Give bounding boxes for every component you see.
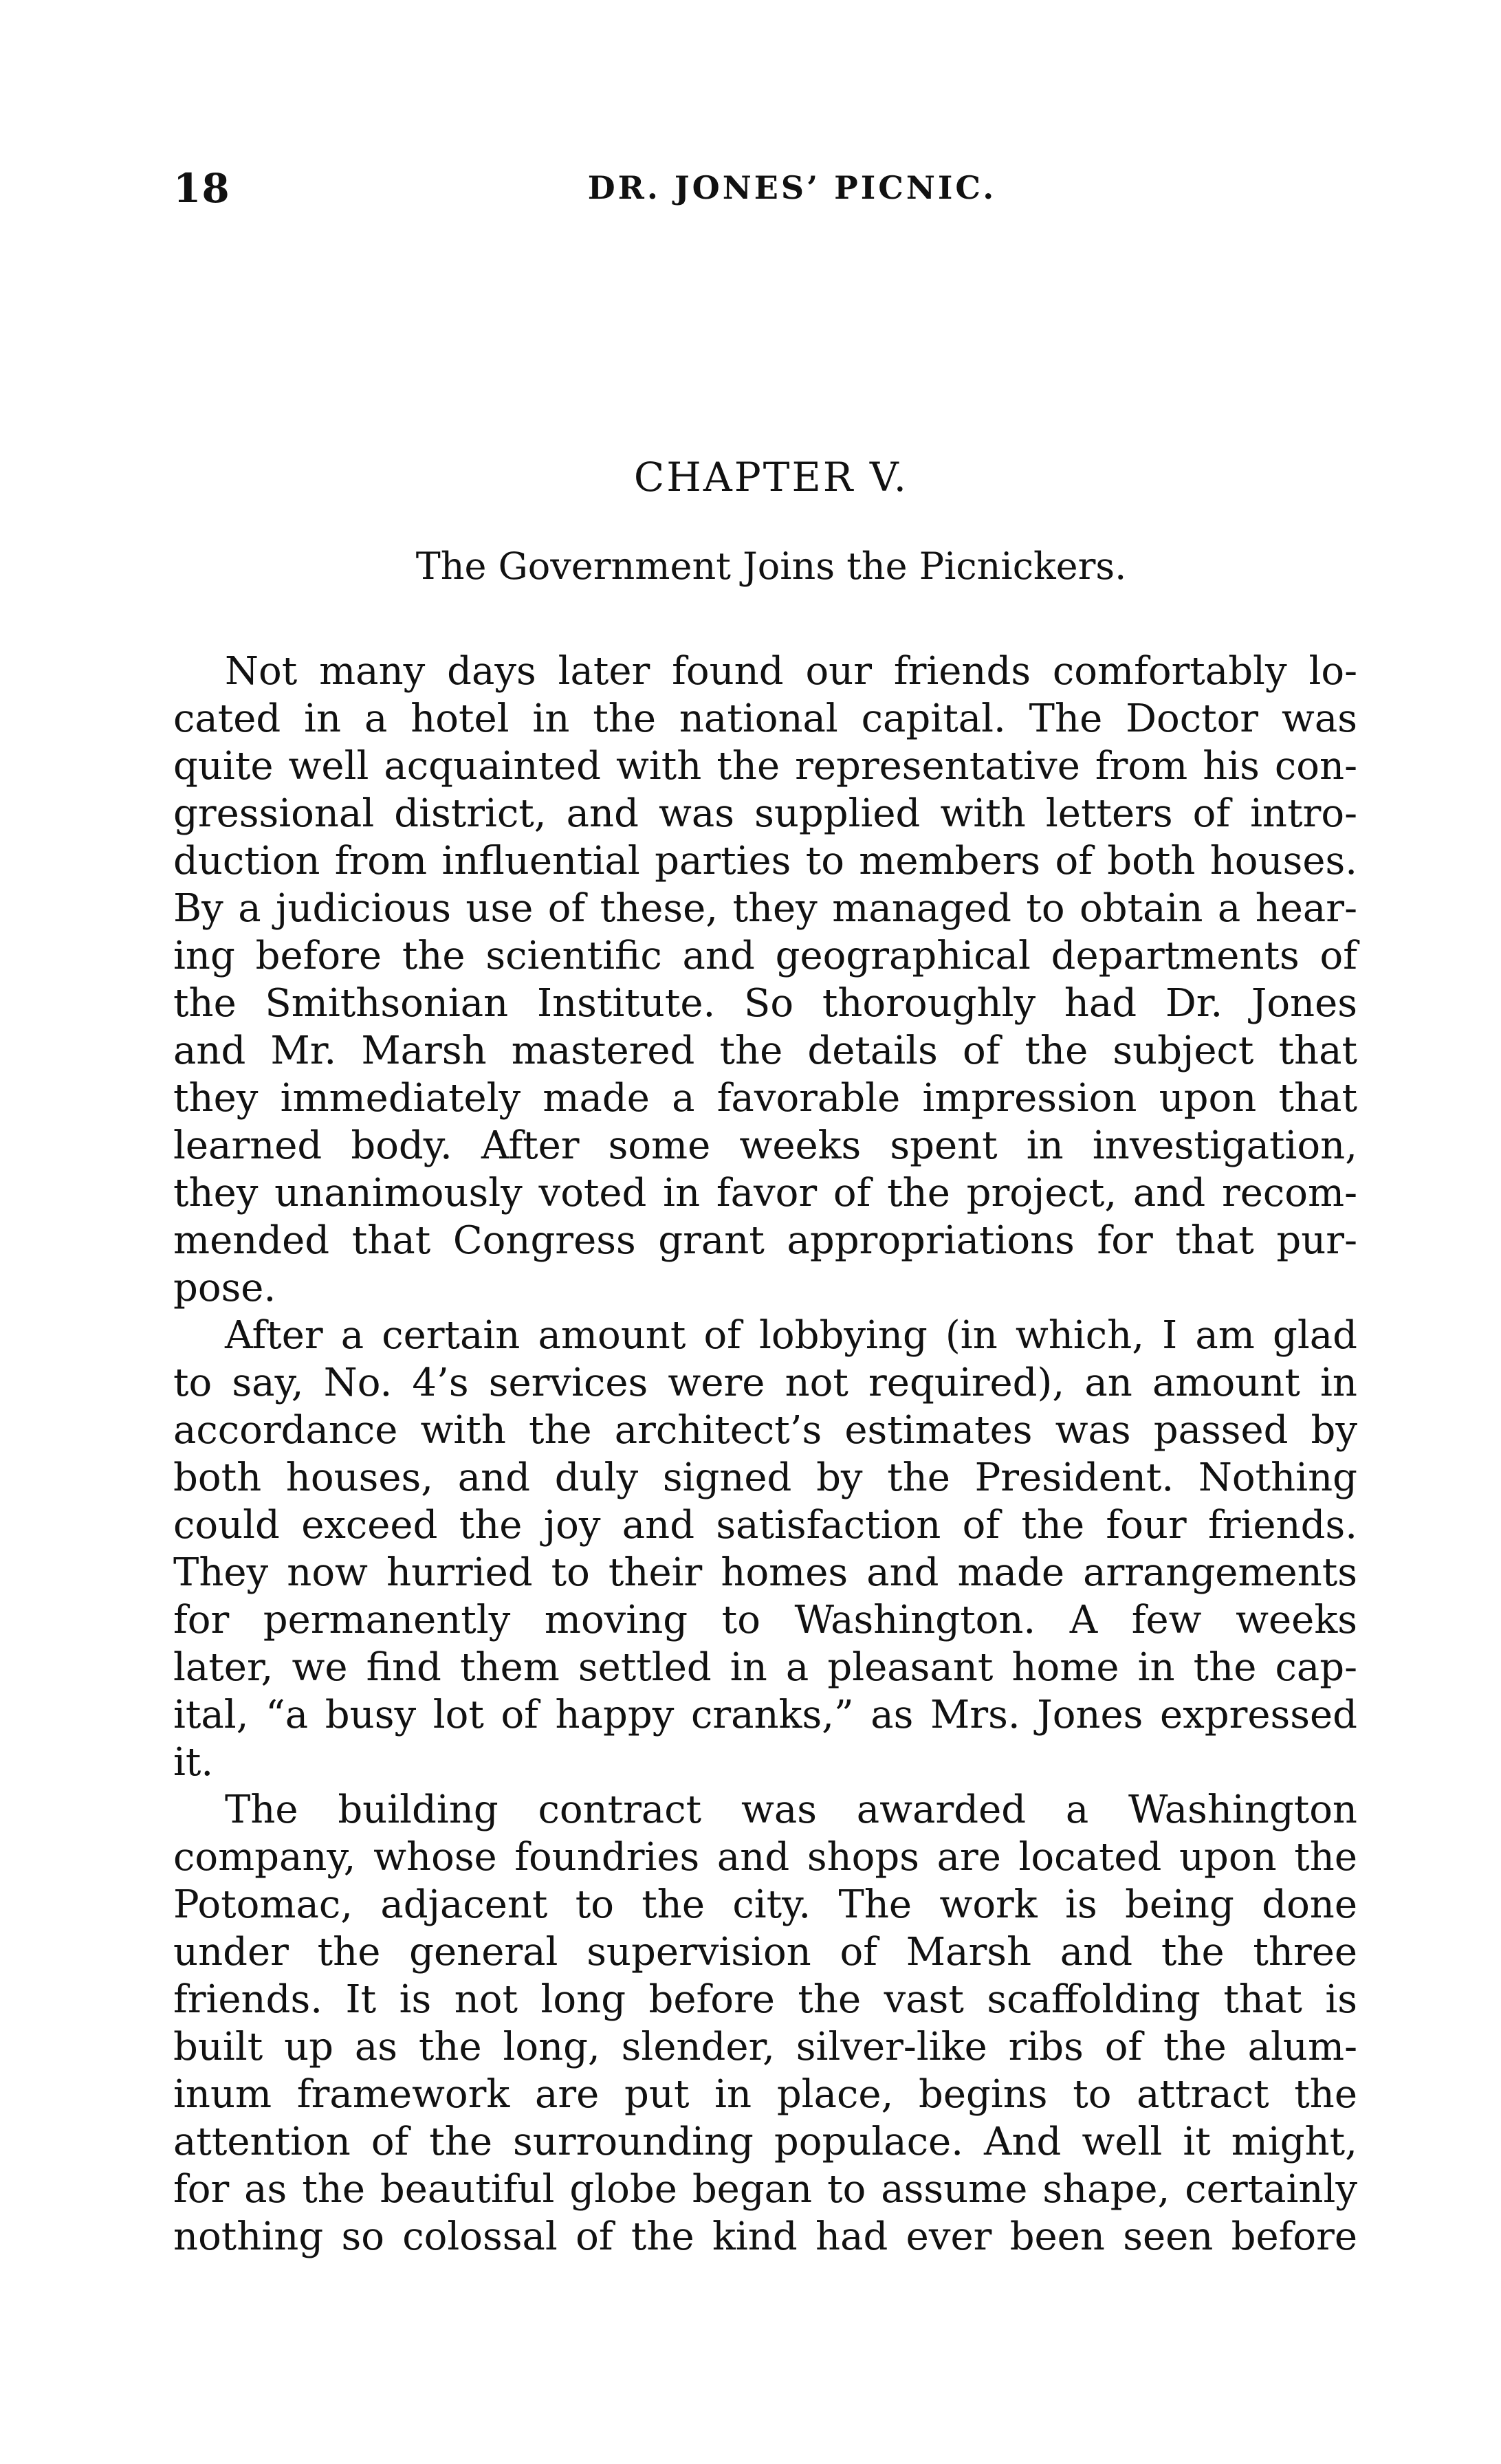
text-line: both houses, and duly signed by the President. Nothing <box>173 1455 1357 1500</box>
text-line: could exceed the joy and satisfaction of the four friends. <box>173 1503 1357 1548</box>
text-line: They now hurried to their homes and made arrangements <box>173 1550 1357 1595</box>
text-line: for as the beautiful globe began to assume shape, certainly <box>173 2167 1357 2212</box>
text-line: built up as the long, slender, silver-like ribs of the alum- <box>173 2025 1357 2069</box>
text-line: and Mr. Marsh mastered the details of the subject that <box>173 1028 1357 1073</box>
text-line: accordance with the architect’s estimates was passed by <box>173 1408 1357 1453</box>
text-line: the Smithsonian Institute. So thoroughly had Dr. Jones <box>173 981 1357 1026</box>
text-line: cated in a hotel in the national capital. The Doctor was <box>173 696 1357 741</box>
text-line: inum framework are put in place, begins to attract the <box>173 2072 1357 2117</box>
text-line: for permanently moving to Washington. A few weeks <box>173 1598 1357 1642</box>
text-line: By a judicious use of these, they managed to obtain a hear- <box>173 886 1357 931</box>
text-line: Potomac, adjacent to the city. The work is being done <box>173 1882 1357 1927</box>
text-line: it. <box>173 1740 214 1785</box>
text-line: later, we find them settled in a pleasant home in the cap- <box>173 1645 1357 1690</box>
chapter-subtitle: The Government Joins the Picnickers. <box>415 544 1127 588</box>
text-line: gressional district, and was supplied with letters of intro- <box>173 791 1357 836</box>
text-line: Not many days later found our friends comfortably lo- <box>225 649 1357 694</box>
text-line: under the general supervision of Marsh and the three <box>173 1930 1357 1974</box>
text-line: learned body. After some weeks spent in investigation, <box>173 1123 1357 1168</box>
chapter-heading: CHAPTER V. <box>633 454 909 500</box>
text-line: they immediately made a favorable impression upon that <box>173 1076 1357 1121</box>
text-line: duction from influential parties to members of both houses. <box>173 839 1357 883</box>
text-line: nothing so colossal of the kind had ever been seen before <box>173 2214 1357 2259</box>
text-line: they unanimously voted in favor of the project, and recom- <box>173 1171 1357 1216</box>
text-line: ital, “a busy lot of happy cranks,” as Mrs. Jones expressed <box>173 1693 1357 1737</box>
text-line: quite well acquainted with the representative from his con- <box>173 744 1357 789</box>
text-line: friends. It is not long before the vast scaffolding that is <box>173 1977 1357 2022</box>
text-line: attention of the surrounding populace. And well it might, <box>173 2120 1357 2164</box>
text-line: pose. <box>173 1266 276 1310</box>
text-line: company, whose foundries and shops are located upon the <box>173 1835 1357 1880</box>
text-line: to say, No. 4’s services were not required), an amount in <box>173 1361 1357 1405</box>
page-number: 18 <box>173 165 230 212</box>
text-line: mended that Congress grant appropriations for that pur- <box>173 1218 1357 1263</box>
text-line: ing before the scientific and geographical departments of <box>173 934 1357 978</box>
text-line: After a certain amount of lobbying (in which, I am glad <box>225 1313 1357 1358</box>
running-head <box>173 165 1370 220</box>
running-title: DR. JONES’ PICNIC. <box>587 169 997 206</box>
text-line: The building contract was awarded a Washington <box>225 1788 1357 1832</box>
body-text <box>173 648 1357 2260</box>
